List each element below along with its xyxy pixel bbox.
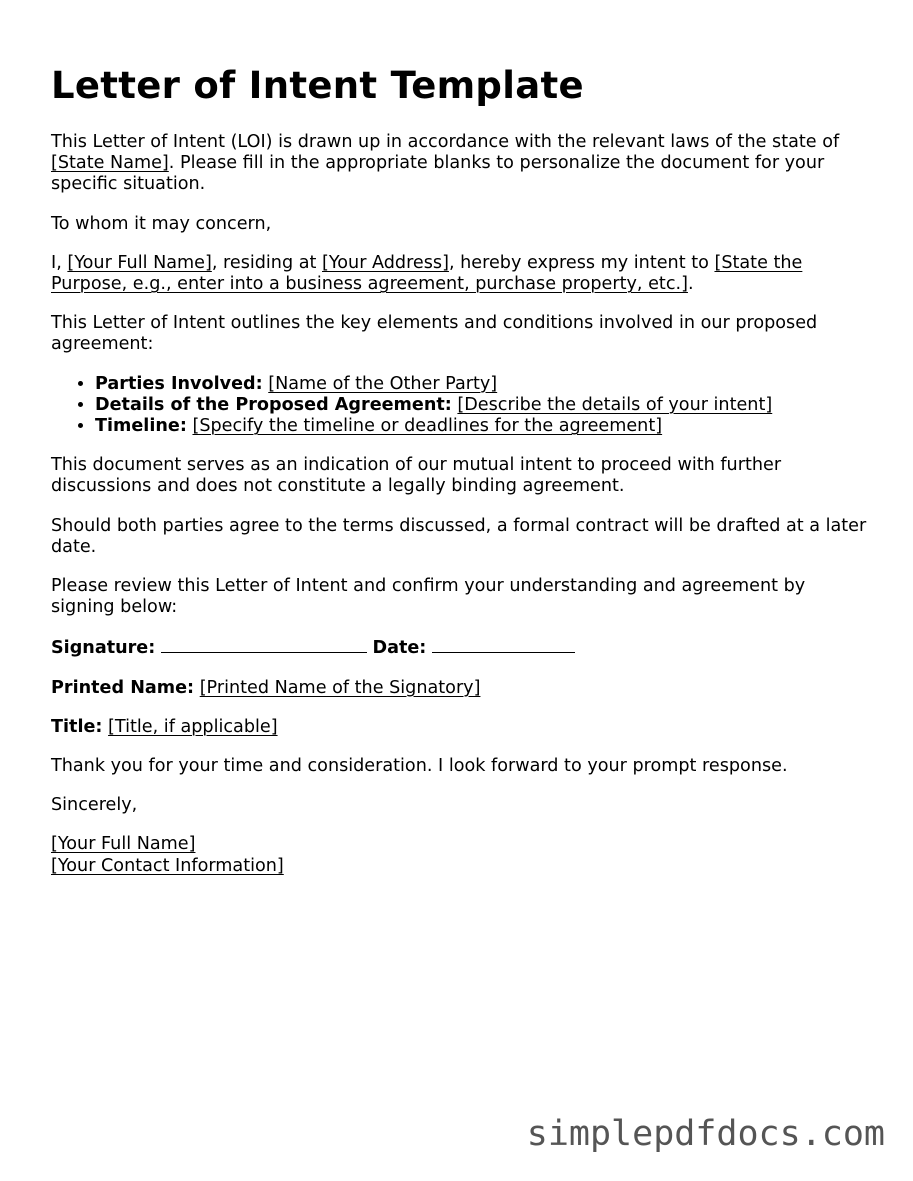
list-item-label: Details of the Proposed Agreement: — [95, 394, 452, 415]
thanks-paragraph: Thank you for your time and consideration. I look forward to your prompt response. — [51, 756, 788, 777]
sign-off: Sincerely, — [51, 795, 138, 816]
address-blank: [Your Address] — [322, 252, 449, 273]
intro-text-after: . Please fill in the appropriate blanks to personalize the document for your specific situation. — [51, 153, 825, 195]
timeline-blank: [Specify the timeline or deadlines for the agreement] — [192, 416, 663, 437]
printed-name-blank: [Printed Name of the Signatory] — [199, 677, 481, 698]
agreement-details-blank: [Describe the details of your intent] — [457, 394, 773, 415]
intro-paragraph — [51, 132, 871, 196]
intro-text-before: This Letter of Intent (LOI) is drawn up in accordance with the relevant laws of the state of — [51, 132, 840, 152]
salutation: To whom it may concern, — [51, 213, 272, 234]
document-title: Letter of Intent Template — [51, 64, 584, 107]
review-paragraph: Please review this Letter of Intent and confirm your understanding and agreement by signing below: — [51, 576, 806, 618]
statement-middle-1: , residing at — [211, 252, 322, 273]
title-label: Title: — [51, 716, 103, 737]
letter-document — [51, 62, 871, 877]
outline-intro: This Letter of Intent outlines the key elements and conditions involved in our proposed agreement: — [51, 313, 818, 355]
title-row — [51, 717, 871, 738]
list-item-label: Timeline: — [95, 416, 187, 437]
signature-line[interactable] — [161, 636, 367, 653]
statement-middle-2: , hereby express my intent to — [448, 252, 715, 273]
outline-list — [51, 374, 871, 438]
other-party-blank: [Name of the Other Party] — [268, 373, 498, 394]
title-blank: [Title, if applicable] — [108, 716, 278, 737]
list-item — [95, 395, 871, 416]
closing-contact-blank: [Your Contact Information] — [51, 855, 284, 876]
statement-paragraph — [51, 253, 871, 295]
closing-name-blank: [Your Full Name] — [51, 834, 196, 855]
full-name-blank: [Your Full Name] — [67, 252, 212, 273]
date-line[interactable] — [432, 636, 575, 653]
printed-name-row — [51, 678, 871, 699]
statement-prefix: I, — [51, 252, 68, 273]
printed-name-label: Printed Name: — [51, 677, 195, 698]
list-item-label: Parties Involved: — [95, 373, 263, 394]
list-item — [95, 416, 871, 437]
signature-row — [51, 636, 871, 659]
statement-suffix: . — [687, 274, 694, 295]
date-label: Date: — [372, 638, 427, 659]
list-item — [95, 374, 871, 395]
nonbinding-paragraph: This document serves as an indication of our mutual intent to proceed with further discussions and does not constitute a legally binding agreement. — [51, 455, 782, 497]
purpose-blank: [State the Purpose, e.g., enter into a business agreement, purchase property, etc.] — [51, 252, 803, 295]
closing-block — [51, 834, 871, 876]
signature-label: Signature: — [51, 638, 156, 659]
watermark: simplepdfdocs.com — [526, 1114, 885, 1154]
contract-paragraph: Should both parties agree to the terms discussed, a formal contract will be drafted at a later date. — [51, 515, 867, 557]
state-name-blank: [State Name] — [51, 153, 169, 174]
